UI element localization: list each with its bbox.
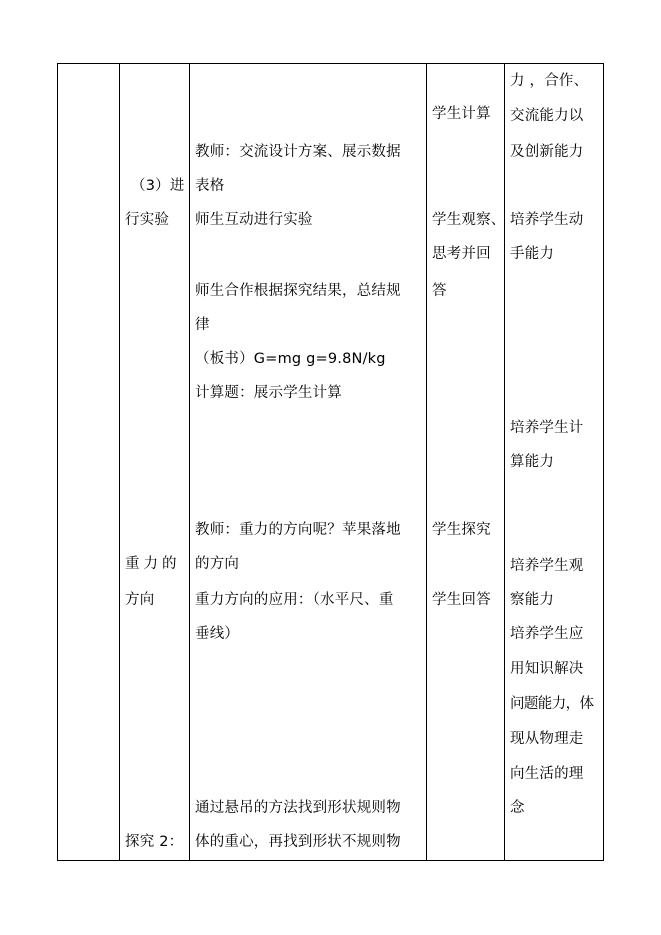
design-goal: 察能力 [510,592,555,608]
student-activity: 思考并回 [432,246,491,262]
student-activity: 学生计算 [432,106,491,122]
table-col-line-5 [504,63,505,861]
section-label: 重力的 [125,556,181,572]
design-goal: 培养学生动 [510,212,584,228]
teacher-text: 的方向 [195,556,240,572]
design-goal: 力 ，合作、 [510,73,589,89]
design-goal: 培养学生计 [510,420,584,436]
board-formula: （板书）G=mg g=9.8N/kg [195,351,386,367]
teacher-text: 律 [195,317,210,333]
design-goal: 现从物理走 [510,731,584,747]
teacher-text: 表格 [195,178,225,194]
design-goal: 向生活的理 [510,766,584,782]
student-activity: 学生观察、 [432,212,506,228]
student-activity: 答 [432,283,447,299]
student-activity: 学生探究 [432,522,491,538]
design-goal: 及创新能力 [510,144,584,160]
design-goal: 问题能力，体 [510,696,594,712]
design-goal: 算能力 [510,454,555,470]
teacher-text: 垂线） [195,626,240,642]
design-goal: 交流能力以 [510,108,584,124]
table-col-line-6 [603,63,604,861]
section-label: 探究 2： [125,834,184,850]
design-goal: 念 [510,800,525,816]
teacher-text: 计算题：展示学生计算 [195,385,342,401]
section-label: （3）进 [131,178,185,194]
design-goal: 培养学生应 [510,626,584,642]
table-col-line-3 [189,63,190,861]
design-goal: 培养学生观 [510,558,584,574]
table-top-border [57,63,604,64]
teacher-text: 体的重心，再找到形状不规则物 [195,834,401,850]
teacher-text: 教师：交流设计方案、展示数据 [195,144,401,160]
teacher-text: 师生合作根据探究结果，总结规 [195,283,401,299]
table-col-line-4 [426,63,427,861]
design-goal: 手能力 [510,246,555,262]
teacher-text: 通过悬吊的方法找到形状规则物 [195,800,401,816]
table-col-line-1 [57,63,58,861]
table-col-line-2 [119,63,120,861]
teacher-text: 师生互动进行实验 [195,212,313,228]
table-bottom-border [57,860,604,861]
section-label: 方向 [125,592,155,608]
design-goal: 用知识解决 [510,661,584,677]
teacher-text: 教师：重力的方向呢？苹果落地 [195,522,401,538]
student-activity: 学生回答 [432,592,491,608]
teacher-text: 重力方向的应用：（水平尺、重 [195,592,394,608]
section-label: 行实验 [125,212,170,228]
